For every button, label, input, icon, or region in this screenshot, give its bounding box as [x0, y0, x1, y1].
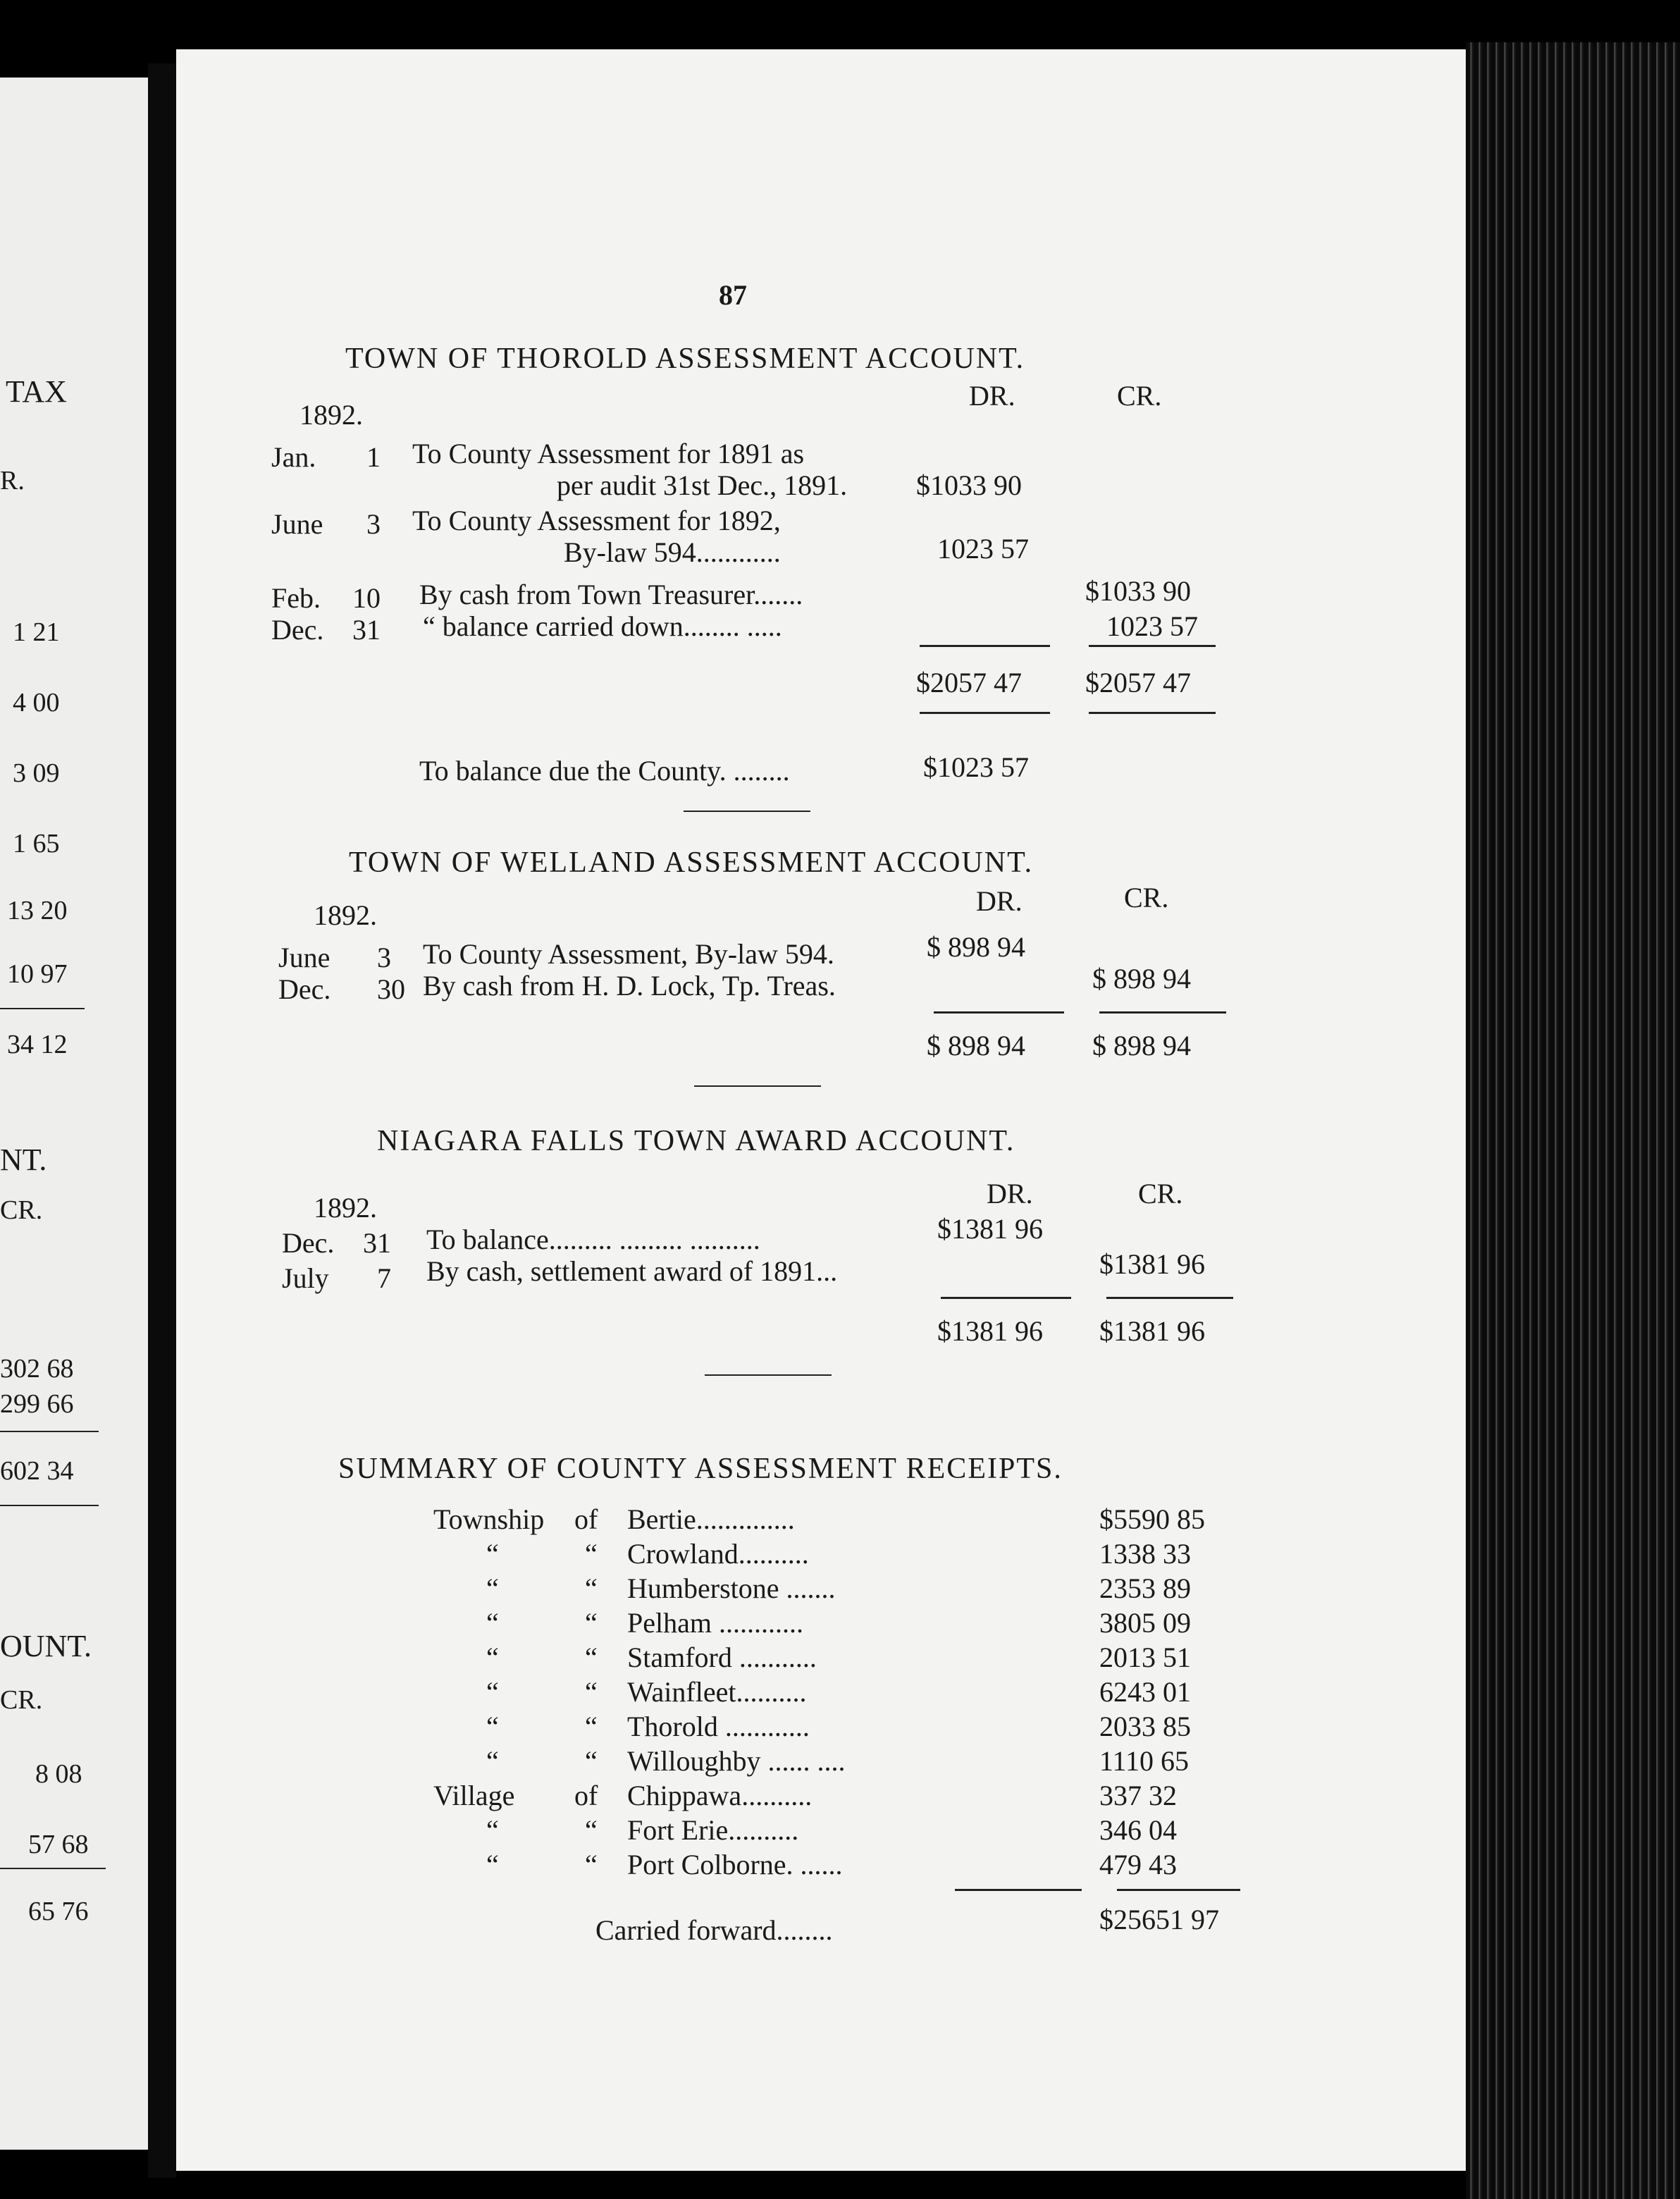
summary-kind: Village	[433, 1780, 515, 1811]
entry-text: To balance......... ......... ..........	[426, 1224, 760, 1255]
section-divider	[694, 1085, 821, 1087]
summary-amount: 337 32	[1099, 1780, 1177, 1811]
summary-amount: 479 43	[1099, 1849, 1177, 1880]
summary-name: Crowland..........	[627, 1538, 809, 1570]
page-number: 87	[719, 279, 747, 311]
section-title: SUMMARY OF COUNTY ASSESSMENT RECEIPTS.	[338, 1453, 1063, 1485]
entry-day: 1	[366, 441, 381, 473]
summary-name: Port Colborne. ......	[627, 1849, 843, 1880]
entry-text: By cash from H. D. Lock, Tp. Treas.	[423, 970, 836, 1002]
entry-text: To County Assessment for 1892,	[412, 505, 781, 536]
summary-of: “	[585, 1711, 598, 1742]
column-rule	[1089, 645, 1216, 647]
summary-kind: “	[486, 1538, 499, 1570]
entry-day: 7	[377, 1262, 391, 1294]
left-fragment: NT.	[0, 1142, 47, 1177]
column-rule	[1099, 1011, 1226, 1014]
entry-day: 31	[363, 1227, 391, 1259]
summary-amount: 1338 33	[1099, 1538, 1191, 1570]
entry-dr: $ 898 94	[927, 931, 1025, 963]
summary-kind: “	[486, 1711, 499, 1742]
entry-month: Dec.	[282, 1227, 335, 1259]
summary-of: “	[585, 1572, 598, 1604]
summary-amount: $5590 85	[1099, 1503, 1205, 1535]
left-fragment: 3 09	[13, 758, 60, 788]
entry-day: 10	[352, 582, 381, 614]
year-label: 1892.	[299, 399, 363, 431]
left-rule	[0, 1868, 106, 1869]
summary-of: “	[585, 1745, 598, 1777]
summary-of: “	[585, 1814, 598, 1846]
entry-month: Dec.	[271, 614, 324, 646]
summary-name: Pelham ............	[627, 1607, 803, 1639]
entry-cr: $1033 90	[1085, 575, 1191, 607]
entry-dr: $1033 90	[916, 469, 1022, 501]
left-fragment: 299 66	[0, 1389, 74, 1419]
year-label: 1892.	[314, 899, 377, 931]
left-page-fragment	[0, 78, 148, 2150]
left-fragment: 8 08	[35, 1759, 82, 1789]
carried-forward-label: Carried forward........	[595, 1914, 833, 1946]
summary-amount: 2013 51	[1099, 1641, 1191, 1673]
book-gutter	[148, 63, 176, 2178]
left-fragment: OUNT.	[0, 1629, 92, 1663]
left-fragment: TAX	[6, 374, 67, 409]
entry-month: Jan.	[271, 441, 316, 473]
entry-cr: 1023 57	[1106, 610, 1198, 642]
entry-text: To County Assessment for 1891 as	[412, 438, 805, 469]
summary-kind: Township	[433, 1503, 545, 1535]
summary-amount: 2033 85	[1099, 1711, 1191, 1742]
summary-of: “	[585, 1849, 598, 1880]
entry-month: June	[271, 508, 323, 540]
total-dr: $1381 96	[937, 1315, 1043, 1347]
column-rule	[934, 1011, 1064, 1014]
left-fragment: CR.	[0, 1685, 43, 1715]
section-divider	[684, 811, 810, 812]
summary-kind: “	[486, 1814, 499, 1846]
total-dr: $ 898 94	[927, 1030, 1025, 1061]
left-fragment: CR.	[0, 1195, 43, 1225]
column-rule	[955, 1889, 1082, 1891]
summary-amount: 346 04	[1099, 1814, 1177, 1846]
summary-kind: “	[486, 1641, 499, 1673]
left-fragment: 13 20	[7, 896, 68, 925]
entry-cr: $ 898 94	[1092, 963, 1191, 994]
page-87	[176, 49, 1466, 2171]
left-fragment: 602 34	[0, 1456, 74, 1486]
summary-kind: “	[486, 1745, 499, 1777]
summary-name: Willoughby ...... ....	[627, 1745, 846, 1777]
summary-of: of	[574, 1780, 598, 1811]
summary-of: “	[585, 1607, 598, 1639]
total-cr: $2057 47	[1085, 667, 1191, 698]
summary-name: Bertie..............	[627, 1503, 795, 1535]
total-dr: $2057 47	[916, 667, 1022, 698]
summary-amount: 2353 89	[1099, 1572, 1191, 1604]
summary-name: Wainfleet..........	[627, 1676, 807, 1708]
left-fragment: 302 68	[0, 1354, 74, 1384]
section-title: TOWN OF THOROLD ASSESSMENT ACCOUNT.	[345, 343, 1025, 375]
left-fragment: 4 00	[13, 688, 60, 717]
left-fragment: R.	[0, 466, 25, 495]
summary-name: Humberstone .......	[627, 1572, 836, 1604]
left-fragment: 34 12	[7, 1030, 68, 1059]
total-cr: $1381 96	[1099, 1315, 1205, 1347]
entry-dr: 1023 57	[937, 533, 1029, 565]
entry-day: 30	[377, 973, 405, 1005]
left-fragment: 57 68	[28, 1830, 89, 1859]
entry-month: June	[278, 942, 331, 973]
entry-day: 31	[352, 614, 381, 646]
entry-month: Feb.	[271, 582, 321, 614]
column-rule	[1117, 1889, 1240, 1891]
summary-name: Thorold ............	[627, 1711, 810, 1742]
entry-text: per audit 31st Dec., 1891.	[557, 469, 848, 501]
entry-month: Dec.	[278, 973, 331, 1005]
section-title: NIAGARA FALLS TOWN AWARD ACCOUNT.	[377, 1125, 1015, 1157]
total-cr: $ 898 94	[1092, 1030, 1191, 1061]
summary-amount: 1110 65	[1099, 1745, 1190, 1777]
summary-of: of	[574, 1503, 598, 1535]
entry-text: By-law 594............	[564, 536, 781, 568]
summary-kind: “	[486, 1607, 499, 1639]
dr-column-header: DR.	[987, 1178, 1033, 1209]
left-rule	[0, 1008, 85, 1009]
carried-forward-amount: $25651 97	[1099, 1904, 1219, 1935]
column-rule	[941, 1297, 1071, 1299]
dr-column-header: DR.	[976, 885, 1023, 917]
left-fragment: 1 21	[13, 617, 60, 647]
summary-of: “	[585, 1641, 598, 1673]
entry-dr: $1381 96	[937, 1213, 1043, 1245]
summary-name: Fort Erie..........	[627, 1814, 799, 1846]
left-rule	[0, 1431, 99, 1432]
entry-text: “ balance carried down........ .....	[423, 610, 782, 642]
entry-month: July	[282, 1262, 329, 1294]
entry-day: 3	[366, 508, 381, 540]
summary-of: “	[585, 1676, 598, 1708]
summary-of: “	[585, 1538, 598, 1570]
left-fragment: 65 76	[28, 1897, 89, 1926]
year-label: 1892.	[314, 1192, 377, 1224]
entry-day: 3	[377, 942, 391, 973]
column-rule	[1089, 712, 1216, 714]
left-fragment: 1 65	[13, 829, 60, 858]
cr-column-header: CR.	[1117, 380, 1162, 412]
book-page-edges	[1466, 42, 1680, 2199]
column-rule	[920, 712, 1050, 714]
balance-dr: $1023 57	[923, 751, 1029, 783]
dr-column-header: DR.	[969, 380, 1015, 412]
left-rule	[0, 1505, 99, 1506]
column-rule	[920, 645, 1050, 647]
balance-text: To balance due the County. ........	[419, 755, 790, 787]
entry-cr: $1381 96	[1099, 1248, 1205, 1280]
summary-name: Chippawa..........	[627, 1780, 813, 1811]
summary-kind: “	[486, 1676, 499, 1708]
entry-text: By cash, settlement award of 1891...	[426, 1255, 838, 1287]
summary-amount: 3805 09	[1099, 1607, 1191, 1639]
cr-column-header: CR.	[1138, 1178, 1183, 1209]
entry-text: By cash from Town Treasurer.......	[419, 579, 803, 610]
section-divider	[705, 1374, 832, 1376]
entry-text: To County Assessment, By-law 594.	[423, 938, 834, 970]
column-rule	[1106, 1297, 1233, 1299]
summary-kind: “	[486, 1849, 499, 1880]
cr-column-header: CR.	[1124, 882, 1169, 913]
summary-kind: “	[486, 1572, 499, 1604]
summary-amount: 6243 01	[1099, 1676, 1191, 1708]
left-fragment: 10 97	[7, 959, 68, 989]
section-title: TOWN OF WELLAND ASSESSMENT ACCOUNT.	[349, 846, 1034, 879]
summary-name: Stamford ...........	[627, 1641, 817, 1673]
